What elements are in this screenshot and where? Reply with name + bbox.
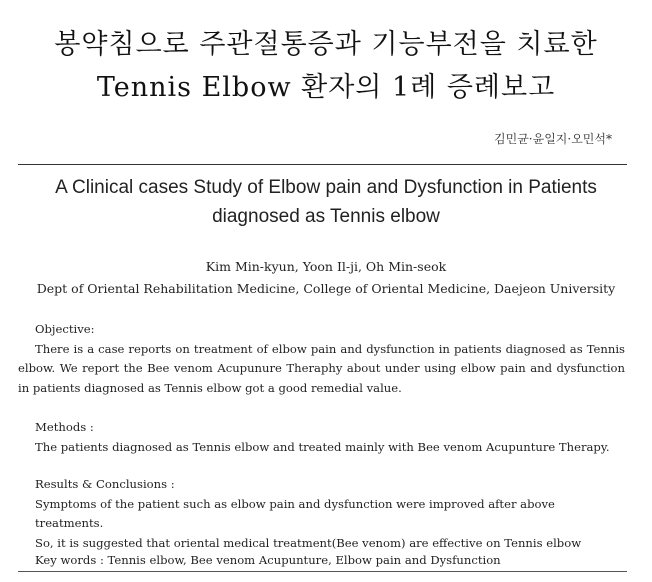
korean-title-line1: 봉약침으로 주관절통증과 기능부전을 치료한: [54, 29, 598, 60]
english-title-line2: diagnosed as Tennis elbow: [212, 206, 440, 227]
results-text-line2: So, it is suggested that oriental medical treatment(Bee venom) are effective on Tennis elbow: [35, 535, 582, 550]
results-section: [18, 475, 625, 553]
keywords-section: [18, 551, 625, 571]
english-title-line1: A Clinical cases Study of Elbow pain and Dysfunction in Patients: [55, 177, 597, 198]
methods-label: Methods :: [35, 420, 94, 434]
objective-text: There is a case reports on treatment of elbow pain and dysfunction in patients diagnosed as Tennis elbow. We report the Bee venom Acupunure Theraphy about under using elbow pain and dysfunction in patients diagnosed as Tennis elbow got a good remedial value.: [18, 341, 625, 395]
methods-section: [18, 418, 625, 457]
bottom-divider: [18, 571, 627, 572]
english-title: [0, 173, 652, 231]
objective-label: Objective:: [35, 322, 95, 336]
korean-authors: 김민균·윤일지·오민석*: [494, 132, 612, 146]
korean-title-line2: Tennis Elbow 환자의 1례 증례보고: [96, 72, 556, 103]
objective-section: [18, 320, 625, 398]
methods-text: The patients diagnosed as Tennis elbow and treated mainly with Bee venom Acupunture Therapy.: [35, 439, 610, 454]
results-label: Results & Conclusions :: [35, 477, 175, 491]
english-authors: Kim Min-kyun, Yoon Il-ji, Oh Min-seok: [205, 259, 447, 274]
affiliation: Dept of Oriental Rehabilitation Medicine, College of Oriental Medicine, Daejeon University: [36, 281, 616, 296]
keywords-text: Key words : Tennis elbow, Bee venom Acupunture, Elbow pain and Dysfunction: [35, 553, 501, 567]
results-text-line1: Symptoms of the patient such as elbow pain and dysfunction were improved after above treatments.: [35, 496, 555, 530]
top-divider: [18, 164, 627, 165]
